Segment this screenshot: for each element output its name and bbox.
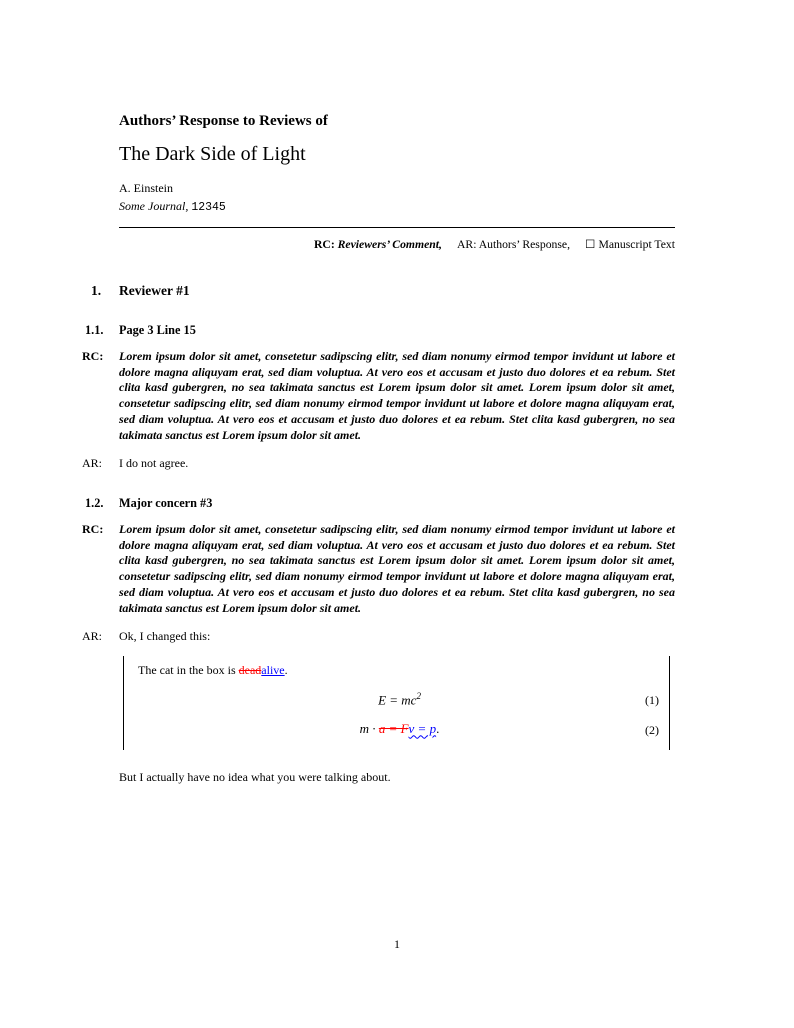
subsection-number: 1.2. [85,496,104,511]
sentence-suffix: . [284,663,288,678]
page-number: 1 [394,937,400,951]
legend-rc-text: Reviewers’ Comment, [337,238,442,251]
equation-1-superscript: 2 [416,691,421,702]
checkbox-icon: ☐ [585,238,596,251]
legend-ar: AR: Authors’ Response, [456,238,571,251]
deleted-word: dead [238,663,262,678]
equation-2-deleted: a = F [378,721,409,737]
equation-2-suffix: . [436,721,440,737]
ar-text: I do not agree. [119,456,189,471]
subsection-title: Major concern #3 [119,496,213,511]
journal-id: 12345 [191,201,226,214]
ar-block-2 [82,629,675,645]
added-word: alive [261,663,285,678]
document-body [82,0,675,785]
ar-label: AR: [82,629,103,644]
legend-rc [314,238,442,251]
equation-2-added: v = p [408,721,437,737]
rc-label: RC: [82,522,104,537]
equation-1-tag: (1) [645,693,659,708]
section-title: Reviewer #1 [119,283,190,298]
subsection-heading-1-2 [85,496,675,511]
rc-block-2 [82,522,675,616]
ar-text: Ok, I changed this: [119,629,211,644]
document-title: The Dark Side of Light [119,143,306,165]
equation-2-prefix: m · [359,721,379,737]
equation-1-body: E = mc [378,692,417,708]
rc-block-1 [82,349,675,443]
section-heading [91,283,675,299]
section-number: 1. [91,283,102,298]
changed-sentence [138,663,661,678]
subsection-number: 1.1. [85,323,104,337]
journal-line [119,199,675,214]
equation-2-tag: (2) [645,723,659,738]
rc-paragraph: Lorem ipsum dolor sit amet, consetetur sadipscing elitr, sed diam nonumy eirmod tempor invidunt ut labore et dolore magna aliquyam erat, sed diam voluptua. At vero eos et accusam et justo duo dolores et ea rebum. Stet clita kasd gubergren, no sea takimata sanctus est Lorem ipsum dolor sit amet. Lorem ipsum dolor sit amet, consetetur sadipscing elitr, sed diam nonumy eirmod tempor invidunt ut labore et dolore magna aliquyam erat, sed diam voluptua. At vero eos et accusam et justo duo dolores et ea rebum. Stet clita kasd gubergren, no sea takimata sanctus est Lorem ipsum dolor sit amet. [119,349,675,442]
ar-block-1 [82,456,675,472]
legend-rc-label: RC: [313,238,335,251]
author-name: A. Einstein [119,181,173,195]
journal-name: Some Journal, [119,199,189,213]
closing-remark: But I actually have no idea what you were talking about. [119,770,391,785]
pretitle: Authors’ Response to Reviews of [119,113,328,129]
ar-label: AR: [82,456,103,471]
legend-manuscript-text: Manuscript Text [598,238,675,251]
legend-manuscript [585,238,675,251]
rc-label: RC: [82,349,104,363]
equation-1 [138,691,661,708]
rc-paragraph: Lorem ipsum dolor sit amet, consetetur sadipscing elitr, sed diam nonumy eirmod tempor invidunt ut labore et dolore magna aliquyam erat, sed diam voluptua. At vero eos et accusam et justo duo dolores et ea rebum. Stet clita kasd gubergren, no sea takimata sanctus est Lorem ipsum dolor sit amet. Lorem ipsum dolor sit amet, consetetur sadipscing elitr, sed diam nonumy eirmod tempor invidunt ut labore et dolore magna aliquyam erat, sed diam voluptua. At vero eos et accusam et justo duo dolores et ea rebum. Stet clita kasd gubergren, no sea takimata sanctus est Lorem ipsum dolor sit amet. [119,522,675,615]
sentence-prefix: The cat in the box is [138,663,239,678]
equation-2 [138,721,661,737]
divider-rule [119,227,675,228]
legend-line [119,237,675,251]
manuscript-change-box [123,656,670,750]
subsection-heading-1-1 [85,323,675,338]
subsection-title: Page 3 Line 15 [119,323,196,337]
